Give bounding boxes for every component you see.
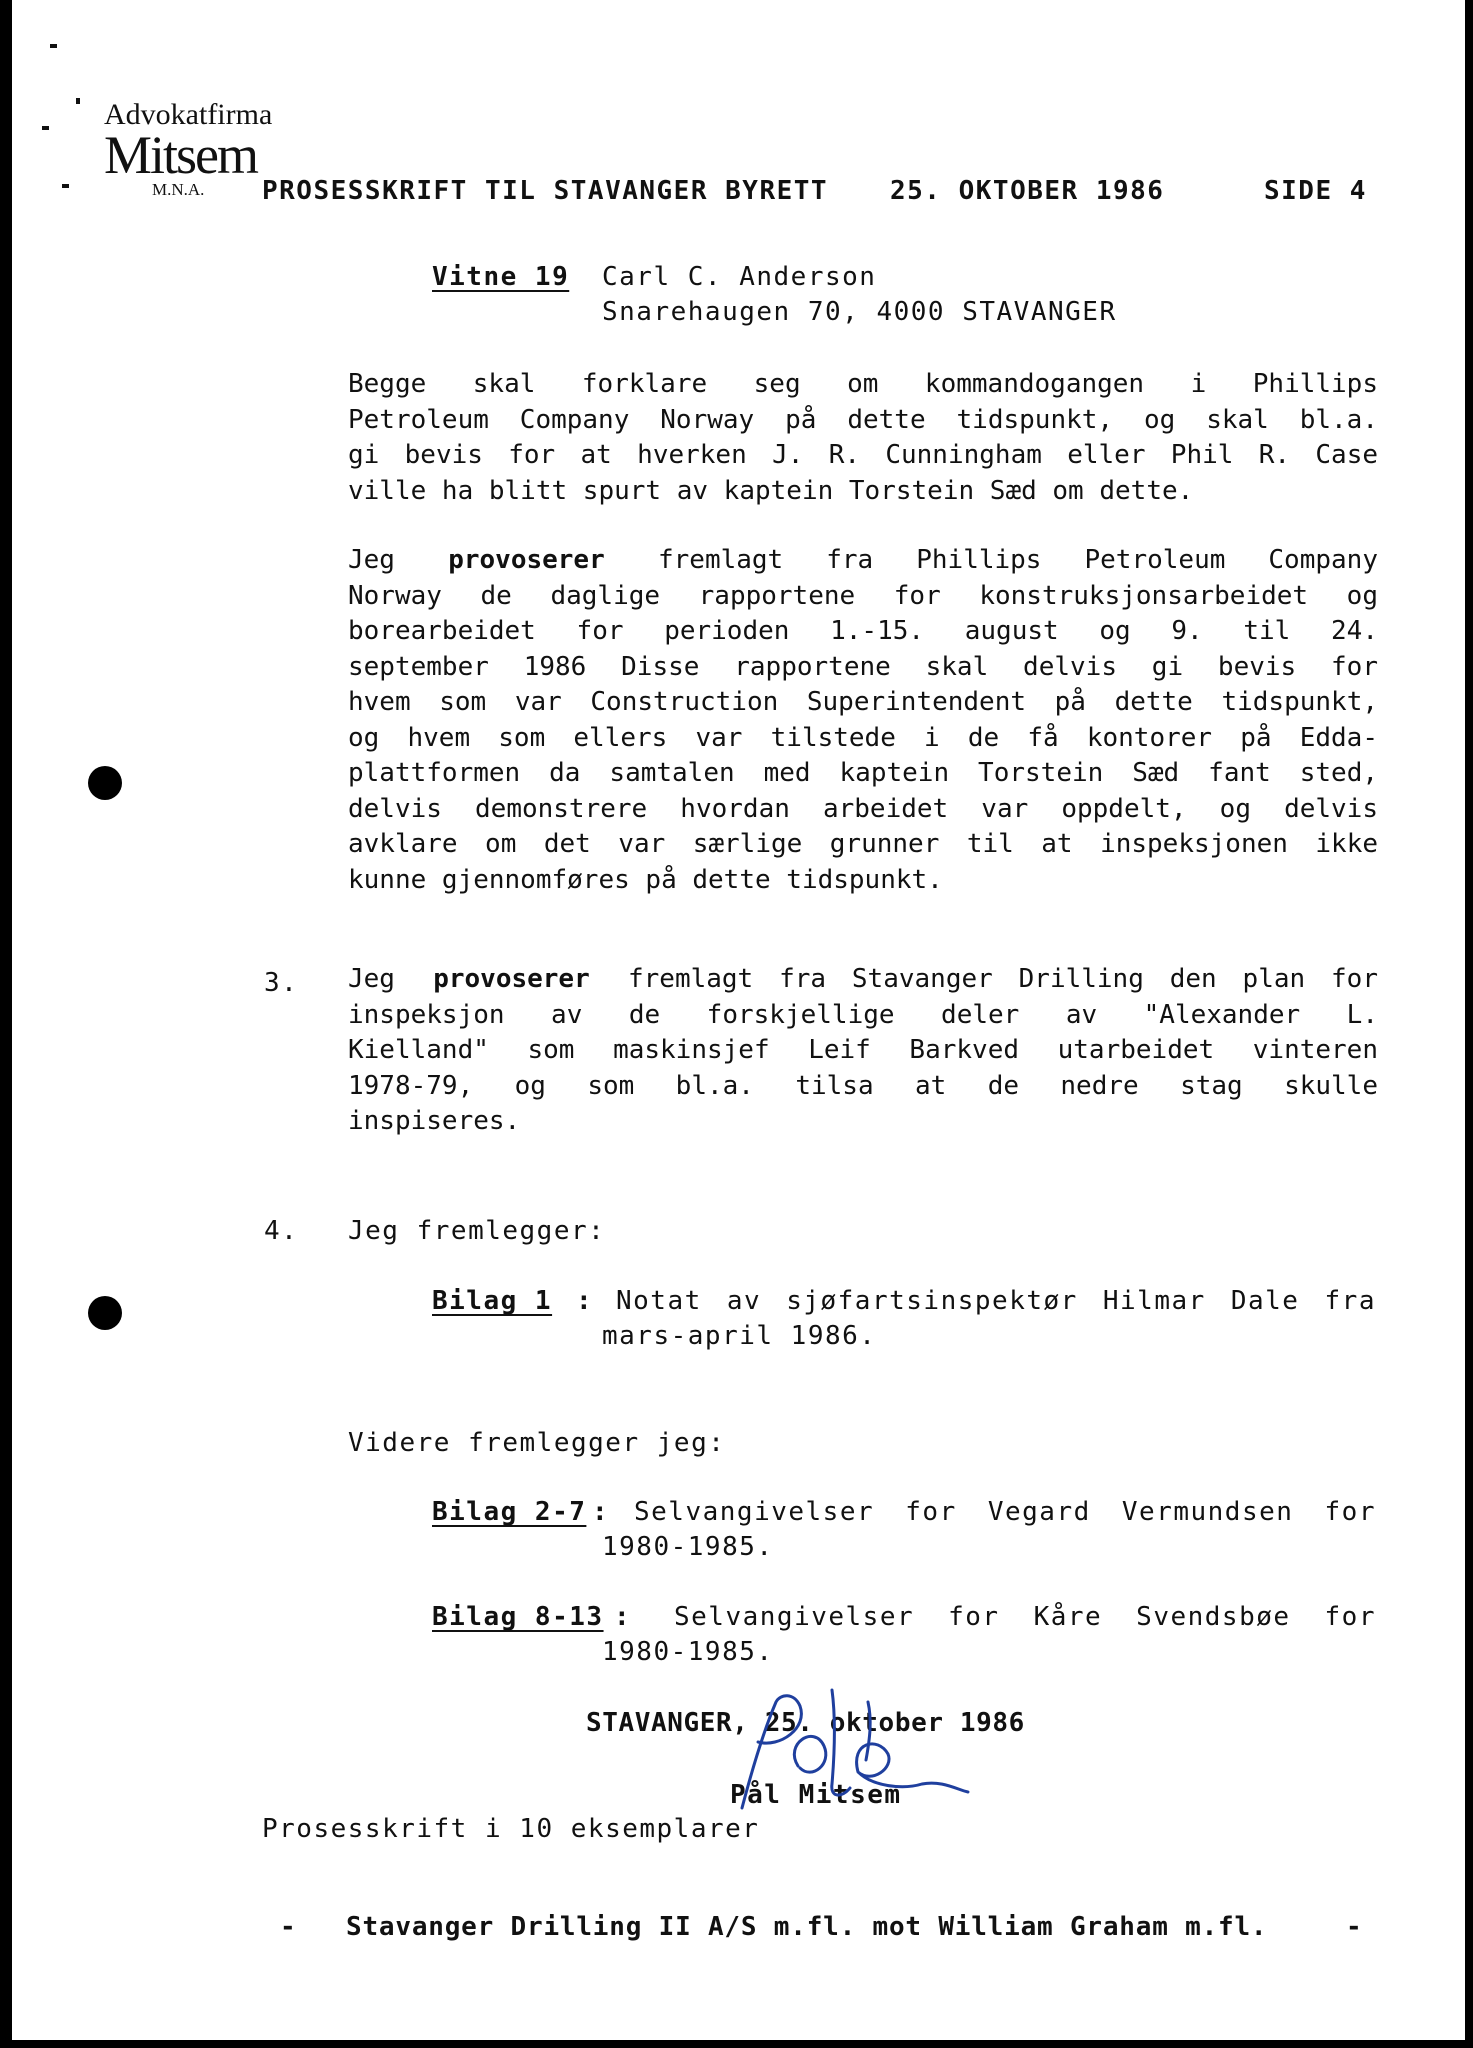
scan-mark <box>50 44 57 48</box>
document-page <box>12 0 1465 2040</box>
footer-dash-left: - <box>280 1912 298 1942</box>
emphasis-word: provoserer <box>433 964 590 994</box>
paragraph-provocation-phillips <box>348 543 1378 898</box>
emphasis-word: provoserer <box>448 545 605 575</box>
text-line: borearbeidet for perioden 1.-15. august og 9. til 24. <box>348 616 1378 646</box>
text-line: inspiseres. <box>348 1106 521 1136</box>
text-line: Kielland" som maskinsjef Leif Barkved utarbeidet vinteren <box>348 1035 1378 1065</box>
item-number: 4. <box>264 1216 299 1246</box>
attachment-colon: : <box>576 1286 594 1316</box>
text-line: Norway de daglige rapportene for konstruksjonsarbeidet og <box>348 580 1378 611</box>
text-line: Begge skal forklare seg om kommandogangen i Phillips <box>348 369 1378 399</box>
witness-name: Carl C. Anderson <box>602 262 877 292</box>
header-date: 25. OKTOBER 1986 <box>890 176 1165 206</box>
handwritten-signature <box>672 1680 972 1820</box>
scan-mark <box>42 126 49 130</box>
attachment-description: Notat av sjøfartsinspektør Hilmar Dale fra <box>616 1286 1376 1316</box>
text-line: hvem som var Construction Superintendent på dette tidspunkt, <box>348 687 1378 717</box>
item-3-text <box>348 962 1378 1140</box>
copies-note: Prosesskrift i 10 eksemplarer <box>262 1814 760 1844</box>
attachment-description-cont: 1980-1985. <box>602 1637 774 1667</box>
attachment-description-cont: mars-april 1986. <box>602 1321 877 1351</box>
item-4-text: Jeg fremlegger: <box>348 1216 606 1246</box>
attachment-label: Bilag 1 <box>432 1286 553 1316</box>
attachment-label: Bilag 2-7 <box>432 1497 587 1527</box>
text-line: ville ha blitt spurt av kaptein Torstein Sæd om dette. <box>348 475 1194 506</box>
first-word: Jeg <box>348 964 395 994</box>
item-number: 3. <box>264 968 299 998</box>
text-line: Petroleum Company Norway på dette tidspunkt, og skal bl.a. <box>348 404 1378 435</box>
attachment-colon: : <box>614 1602 632 1632</box>
place-and-date: STAVANGER, 25. oktober 1986 <box>586 1708 1025 1738</box>
text-line: avklare om det var særlige grunner til at inspeksjonen ikke <box>348 829 1378 859</box>
attachment-label: Bilag 8-13 <box>432 1602 604 1632</box>
scan-mark <box>76 98 80 104</box>
further-attachments-intro: Videre fremlegger jeg: <box>348 1428 726 1458</box>
attachment-description-cont: 1980-1985. <box>602 1532 774 1562</box>
text-line: delvis demonstrere hvordan arbeidet var oppdelt, og delvis <box>348 793 1378 824</box>
text-line: inspeksjon av de forskjellige deler av "Alexander L. <box>348 999 1378 1030</box>
text-line: 1978-79, og som bl.a. tilsa at de nedre stag skulle <box>348 1070 1378 1101</box>
footer-case-title: Stavanger Drilling II A/S m.fl. mot William Graham m.fl. <box>346 1912 1268 1942</box>
witness-address: Snarehaugen 70, 4000 STAVANGER <box>602 297 1117 327</box>
text-line <box>348 543 1378 579</box>
header-title: PROSESSKRIFT TIL STAVANGER BYRETT <box>262 176 829 206</box>
punch-hole <box>88 1296 122 1330</box>
text-line <box>348 962 1378 998</box>
firm-suffix: M.N.A. <box>152 180 205 199</box>
text-line: gi bevis for at hverken J. R. Cunningham eller Phil R. Case <box>348 440 1378 470</box>
firm-type: Advokatfirma <box>104 98 273 131</box>
line-rest: fremlagt fra Phillips Petroleum Company <box>657 545 1378 575</box>
text-line: plattformen da samtalen med kaptein Torstein Sæd fant sted, <box>348 758 1378 788</box>
text-line: september 1986 Disse rapportene skal delvis gi bevis for <box>348 651 1378 682</box>
attachment-description: Selvangivelser for Vegard Vermundsen for <box>634 1497 1376 1527</box>
attachment-description: Selvangivelser for Kåre Svendsbøe for <box>674 1602 1376 1632</box>
witness-label: Vitne 19 <box>432 262 570 292</box>
attachment-colon: : <box>592 1497 610 1527</box>
scan-mark <box>62 184 69 188</box>
text-line: og hvem som ellers var tilstede i de få kontorer på Edda- <box>348 722 1378 753</box>
paragraph-witness-testimony <box>348 367 1378 509</box>
footer-dash-right: - <box>1346 1912 1364 1942</box>
signatory-name: Pål Mitsem <box>730 1780 902 1810</box>
text-line: kunne gjennomføres på dette tidspunkt. <box>348 864 943 895</box>
firm-name: Mitsem <box>104 125 258 185</box>
first-word: Jeg <box>348 545 395 575</box>
header-page-number: SIDE 4 <box>1264 176 1367 206</box>
line-rest: fremlagt fra Stavanger Drilling den plan for <box>627 964 1378 994</box>
punch-hole <box>88 766 122 800</box>
